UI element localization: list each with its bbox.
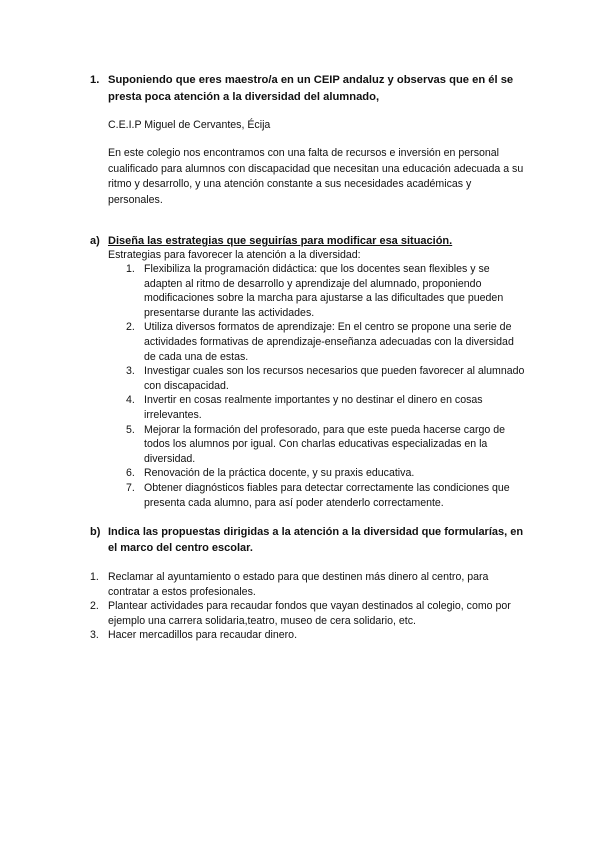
school-name: C.E.I.P Miguel de Cervantes, Écija xyxy=(108,119,271,131)
section-a-heading xyxy=(90,233,530,249)
section-a-intro: Estrategias para favorecer la atención a la diversidad: xyxy=(108,249,361,261)
strategies-list xyxy=(126,262,526,510)
list-item: 5. Mejorar la formación del profesorado, para que este pueda hacerse cargo de todos los alumnos por igual. Con charlas educativas especializadas en la diversidad. xyxy=(126,423,505,465)
section-a-label: a) xyxy=(90,235,100,247)
list-item: 1. Reclamar al ayuntamiento o estado para que destinen más dinero al centro, para contratar a estos profesionales. xyxy=(90,571,489,598)
list-item: 7. Obtener diagnósticos fiables para detectar correctamente las condiciones que presenta cada alumno, para así poder atenderlo correctamente. xyxy=(126,481,510,509)
list-item: 4. Invertir en cosas realmente importantes y no destinar el dinero en cosas irrelevantes. xyxy=(126,394,483,421)
list-item: 6. Renovación de la práctica docente, y su praxis educativa. xyxy=(126,467,415,480)
question-number: 1. xyxy=(90,74,100,86)
section-b-heading xyxy=(90,524,530,556)
proposals-list xyxy=(90,570,530,643)
question-heading xyxy=(90,72,530,106)
section-b-title: Indica las propuestas dirigidas a la atención a la diversidad que formularías, en el marco del centro escolar. xyxy=(108,526,524,554)
context-paragraph: En este colegio nos encontramos con una falta de recursos e inversión en personal cualificado para alumnos con discapacidad que necesitan una educación adecuada a su ritmo y desarrollo, y una atención constante a sus necesidades académicas y personales. xyxy=(108,147,524,206)
list-item: 2. Utiliza diversos formatos de aprendizaje: En el centro se propone una serie de actividades formativas de aprendizaje-enseñanza adecuadas con la diversidad de cada una de estas. xyxy=(126,321,514,363)
list-item: 3. Hacer mercadillos para recaudar dinero. xyxy=(90,629,298,642)
section-a-title: Diseña las estrategias que seguirías para modificar esa situación. xyxy=(108,235,453,247)
list-item: 1. Flexibiliza la programación didáctica: que los docentes sean flexibles y se adapten al ritmo de desarrollo y aprendizaje del alumnado, proponiendo modificaciones sobre la marcha para ajustarse a las dificultades que pueden presentarse durante las actividades. xyxy=(126,263,504,319)
section-b-label: b) xyxy=(90,526,101,538)
list-item: 2. Plantear actividades para recaudar fondos que vayan destinados al colegio, como por ejemplo una carrera solidaria,teatro, museo de cera solidario, etc. xyxy=(90,600,511,627)
question-title: Suponiendo que eres maestro/a en un CEIP andaluz y observas que en él se presta poca atención a la diversidad del alumnado, xyxy=(108,74,514,103)
list-item: 3. Investigar cuales son los recursos necesarios que pueden favorecer al alumnado con discapacidad. xyxy=(126,365,525,392)
